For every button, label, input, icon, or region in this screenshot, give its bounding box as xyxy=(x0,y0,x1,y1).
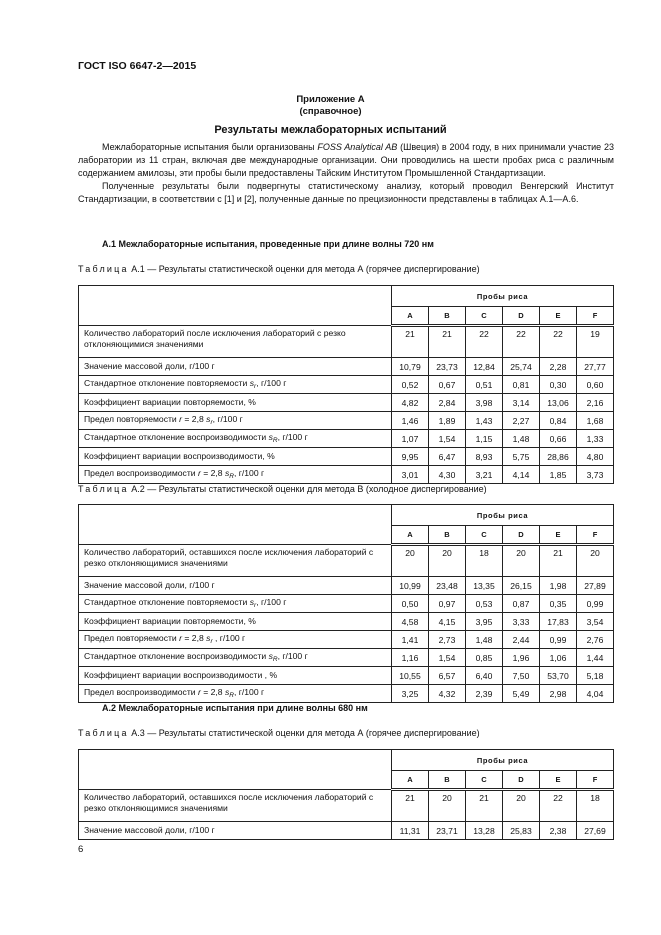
value-cell-a: 1,07 xyxy=(392,430,429,448)
value-cell-b: 21 xyxy=(429,326,466,358)
organization-name: FOSS Analytical AB xyxy=(317,142,398,152)
value-cell-b: 2,73 xyxy=(429,631,466,649)
value-cell-b: 23,48 xyxy=(429,577,466,595)
value-cell-b: 6,47 xyxy=(429,448,466,466)
value-cell-d: 22 xyxy=(503,326,540,358)
value-cell-e: 22 xyxy=(540,790,577,822)
value-cell-e: 2,38 xyxy=(540,822,577,840)
column-header-c: C xyxy=(466,526,503,545)
value-cell-b: 4,15 xyxy=(429,613,466,631)
annex-subtitle: (справочное) xyxy=(299,106,362,117)
value-cell-a: 10,79 xyxy=(392,358,429,376)
value-cell-f: 27,89 xyxy=(577,577,614,595)
value-cell-d: 3,14 xyxy=(503,394,540,412)
value-cell-b: 1,54 xyxy=(429,649,466,667)
value-cell-d: 26,15 xyxy=(503,577,540,595)
annex-title: Приложение А xyxy=(296,94,365,105)
symbol: s xyxy=(249,596,255,607)
value-cell-a: 1,41 xyxy=(392,631,429,649)
value-cell-d: 1,96 xyxy=(503,649,540,667)
value-cell-b: 20 xyxy=(429,545,466,577)
row-label: Предел повторяемости r = 2,8 $s_r$ , г/100 г xyxy=(79,631,392,649)
subsection-title-a2: А.2 Межлабораторные испытания при длине волны 680 нм xyxy=(102,703,368,713)
value-cell-d: 0,87 xyxy=(503,595,540,613)
row-label: Значение массовой доли, г/100 г xyxy=(79,822,392,840)
intro-text xyxy=(78,141,614,206)
table-row xyxy=(79,667,614,685)
symbol: s xyxy=(268,650,273,661)
table-row xyxy=(79,394,614,412)
results-table-a2 xyxy=(78,504,614,703)
value-cell-e: 2,98 xyxy=(540,685,577,703)
value-cell-f: 1,44 xyxy=(577,649,614,667)
value-cell-d: 5,75 xyxy=(503,448,540,466)
column-header-b: B xyxy=(429,771,466,790)
value-cell-d: 2,44 xyxy=(503,631,540,649)
symbol: r xyxy=(197,467,201,478)
table-row xyxy=(79,649,614,667)
value-cell-b: 1,54 xyxy=(429,430,466,448)
column-header-f: F xyxy=(577,526,614,545)
document-code: ГОСТ ISO 6647-2—2015 xyxy=(78,60,197,72)
value-cell-b: 6,57 xyxy=(429,667,466,685)
symbol-subscript: r xyxy=(254,382,257,390)
value-cell-c: 18 xyxy=(466,545,503,577)
value-cell-c: 6,40 xyxy=(466,667,503,685)
table-caption-a3: Таблица А.3 — Результаты статистической оценки для метода А (горячее диспергирование) xyxy=(78,728,480,738)
value-cell-a: 1,16 xyxy=(392,649,429,667)
value-cell-f: 0,60 xyxy=(577,376,614,394)
value-cell-e: 1,06 xyxy=(540,649,577,667)
value-cell-d: 4,14 xyxy=(503,466,540,484)
symbol-subscript: R xyxy=(229,472,234,480)
value-cell-a: 20 xyxy=(392,545,429,577)
value-cell-d: 2,27 xyxy=(503,412,540,430)
row-label: Предел воспроизводимости r = 2,8 $s_R$, г/100 г xyxy=(79,685,392,703)
column-header-c: C xyxy=(466,771,503,790)
row-label: Коэффициент вариации воспроизводимости, % xyxy=(79,448,392,466)
value-cell-b: 23,71 xyxy=(429,822,466,840)
header-blank-cell xyxy=(79,286,392,326)
value-cell-f: 4,80 xyxy=(577,448,614,466)
value-cell-e: 0,66 xyxy=(540,430,577,448)
row-label: Значение массовой доли, г/100 г xyxy=(79,577,392,595)
table-row xyxy=(79,430,614,448)
table-row xyxy=(79,685,614,703)
value-cell-c: 21 xyxy=(466,790,503,822)
column-header-e: E xyxy=(540,526,577,545)
value-cell-e: 0,30 xyxy=(540,376,577,394)
header-row-group xyxy=(79,286,614,307)
row-label: Стандартное отклонение повторяемости $s_r$, г/100 г xyxy=(79,595,392,613)
value-cell-b: 2,84 xyxy=(429,394,466,412)
subsection-title-a1: А.1 Межлабораторные испытания, проведенные при длине волны 720 нм xyxy=(102,239,434,249)
value-cell-e: 21 xyxy=(540,545,577,577)
value-cell-a: 9,95 xyxy=(392,448,429,466)
header-row-group xyxy=(79,505,614,526)
table-row xyxy=(79,631,614,649)
value-cell-c: 0,85 xyxy=(466,649,503,667)
column-group-header: Пробы риса xyxy=(392,750,614,771)
symbol: s xyxy=(206,632,211,643)
value-cell-a: 21 xyxy=(392,326,429,358)
annex-section-title: Результаты межлабораторных испытаний xyxy=(214,124,447,136)
value-cell-d: 5,49 xyxy=(503,685,540,703)
value-cell-d: 20 xyxy=(503,545,540,577)
value-cell-b: 4,32 xyxy=(429,685,466,703)
symbol-subscript: r xyxy=(210,418,213,426)
value-cell-c: 13,35 xyxy=(466,577,503,595)
value-cell-c: 1,15 xyxy=(466,430,503,448)
value-cell-f: 2,76 xyxy=(577,631,614,649)
row-label: Коэффициент вариации повторяемости, % xyxy=(79,613,392,631)
row-label: Стандартное отклонение повторяемости $s_r$, г/100 г xyxy=(79,376,392,394)
value-cell-d: 1,48 xyxy=(503,430,540,448)
value-cell-a: 0,50 xyxy=(392,595,429,613)
table-row xyxy=(79,466,614,484)
symbol: r xyxy=(197,686,201,697)
row-label: Коэффициент вариации воспроизводимости , % xyxy=(79,667,392,685)
value-cell-d: 7,50 xyxy=(503,667,540,685)
symbol-subscript: R xyxy=(272,436,278,444)
value-cell-e: 0,99 xyxy=(540,631,577,649)
value-cell-e: 28,86 xyxy=(540,448,577,466)
table-row xyxy=(79,326,614,358)
value-cell-f: 27,69 xyxy=(577,822,614,840)
symbol: s xyxy=(268,431,273,442)
column-header-d: D xyxy=(503,526,540,545)
value-cell-f: 1,33 xyxy=(577,430,614,448)
symbol-subscript: R xyxy=(229,691,234,699)
table-caption-a1: Таблица А.1 — Результаты статистической оценки для метода А (горячее диспергирование) xyxy=(78,264,480,274)
column-header-a: A xyxy=(392,307,429,326)
table-row xyxy=(79,545,614,577)
row-label: Количество лабораторий, оставшихся после исключения лабораторий с резко отклоняющимися значениями xyxy=(79,545,392,577)
value-cell-c: 2,39 xyxy=(466,685,503,703)
row-label: Значение массовой доли, г/100 г xyxy=(79,358,392,376)
value-cell-c: 3,21 xyxy=(466,466,503,484)
column-header-c: C xyxy=(466,307,503,326)
value-cell-a: 10,99 xyxy=(392,577,429,595)
value-cell-b: 20 xyxy=(429,790,466,822)
value-cell-b: 23,73 xyxy=(429,358,466,376)
column-header-b: B xyxy=(429,526,466,545)
header-row-group xyxy=(79,750,614,771)
header-blank-cell xyxy=(79,505,392,545)
value-cell-c: 13,28 xyxy=(466,822,503,840)
results-table-a3 xyxy=(78,749,614,840)
value-cell-c: 0,53 xyxy=(466,595,503,613)
symbol: s xyxy=(206,413,211,424)
value-cell-a: 10,55 xyxy=(392,667,429,685)
value-cell-d: 20 xyxy=(503,790,540,822)
value-cell-a: 3,01 xyxy=(392,466,429,484)
value-cell-e: 2,28 xyxy=(540,358,577,376)
value-cell-e: 1,98 xyxy=(540,577,577,595)
column-header-a: A xyxy=(392,526,429,545)
value-cell-e: 0,84 xyxy=(540,412,577,430)
value-cell-d: 25,74 xyxy=(503,358,540,376)
table-row xyxy=(79,412,614,430)
value-cell-f: 4,04 xyxy=(577,685,614,703)
value-cell-c: 3,95 xyxy=(466,613,503,631)
value-cell-e: 17,83 xyxy=(540,613,577,631)
value-cell-c: 0,51 xyxy=(466,376,503,394)
table-row xyxy=(79,358,614,376)
value-cell-f: 3,73 xyxy=(577,466,614,484)
value-cell-e: 13,06 xyxy=(540,394,577,412)
value-cell-a: 3,25 xyxy=(392,685,429,703)
symbol-subscript: r xyxy=(254,601,257,609)
value-cell-d: 0,81 xyxy=(503,376,540,394)
column-header-d: D xyxy=(503,307,540,326)
table-row xyxy=(79,613,614,631)
table-row xyxy=(79,577,614,595)
value-cell-f: 0,99 xyxy=(577,595,614,613)
value-cell-f: 20 xyxy=(577,545,614,577)
value-cell-f: 19 xyxy=(577,326,614,358)
symbol-subscript: R xyxy=(272,655,278,663)
value-cell-c: 22 xyxy=(466,326,503,358)
symbol-subscript: r xyxy=(210,637,213,645)
value-cell-e: 1,85 xyxy=(540,466,577,484)
table-caption-a2: Таблица А.2 — Результаты статистической оценки для метода В (холодное диспергирование) xyxy=(78,484,487,494)
table-row xyxy=(79,790,614,822)
column-header-e: E xyxy=(540,771,577,790)
value-cell-c: 1,43 xyxy=(466,412,503,430)
column-header-a: A xyxy=(392,771,429,790)
row-label: Стандартное отклонение воспроизводимости $s_R$, г/100 г xyxy=(79,649,392,667)
value-cell-d: 25,83 xyxy=(503,822,540,840)
table-row xyxy=(79,595,614,613)
value-cell-f: 5,18 xyxy=(577,667,614,685)
results-table-a1 xyxy=(78,285,614,484)
column-group-header: Пробы риса xyxy=(392,505,614,526)
value-cell-d: 3,33 xyxy=(503,613,540,631)
row-label: Количество лабораторий после исключения лабораторий с резко отклоняющимися значениями xyxy=(79,326,392,358)
row-label: Количество лабораторий, оставшихся после исключения лабораторий с резко отклоняющимися значениями xyxy=(79,790,392,822)
symbol: r xyxy=(179,632,182,643)
symbol: s xyxy=(224,686,230,697)
row-label: Предел воспроизводимости r = 2,8 $s_R$, г/100 г xyxy=(79,466,392,484)
value-cell-c: 8,93 xyxy=(466,448,503,466)
value-cell-a: 11,31 xyxy=(392,822,429,840)
value-cell-b: 1,89 xyxy=(429,412,466,430)
value-cell-f: 3,54 xyxy=(577,613,614,631)
value-cell-f: 18 xyxy=(577,790,614,822)
value-cell-a: 4,58 xyxy=(392,613,429,631)
value-cell-e: 22 xyxy=(540,326,577,358)
page-number: 6 xyxy=(78,844,84,855)
value-cell-e: 0,35 xyxy=(540,595,577,613)
column-header-b: B xyxy=(429,307,466,326)
row-label: Коэффициент вариации повторяемости, % xyxy=(79,394,392,412)
column-header-f: F xyxy=(577,307,614,326)
value-cell-a: 1,46 xyxy=(392,412,429,430)
value-cell-a: 21 xyxy=(392,790,429,822)
annex-heading xyxy=(0,94,661,118)
value-cell-c: 1,48 xyxy=(466,631,503,649)
symbol: s xyxy=(249,377,255,388)
value-cell-f: 1,68 xyxy=(577,412,614,430)
symbol: r xyxy=(179,413,182,424)
value-cell-a: 4,82 xyxy=(392,394,429,412)
table-row xyxy=(79,448,614,466)
value-cell-f: 27,77 xyxy=(577,358,614,376)
header-blank-cell xyxy=(79,750,392,790)
column-group-header: Пробы риса xyxy=(392,286,614,307)
value-cell-b: 4,30 xyxy=(429,466,466,484)
symbol: s xyxy=(224,467,230,478)
value-cell-b: 0,97 xyxy=(429,595,466,613)
column-header-d: D xyxy=(503,771,540,790)
value-cell-a: 0,52 xyxy=(392,376,429,394)
table-row xyxy=(79,822,614,840)
value-cell-c: 12,84 xyxy=(466,358,503,376)
intro-paragraph-2: Полученные результаты были подвергнуты статистическому анализу, который проводил Венгерский Институт Стандартизации, в соответствии с [1] и [2], полученные данные по прецизионности представлены в таблицах А.1—А.6. xyxy=(78,181,614,204)
table-row xyxy=(79,376,614,394)
row-label: Стандартное отклонение воспроизводимости $s_R$, г/100 г xyxy=(79,430,392,448)
column-header-f: F xyxy=(577,771,614,790)
value-cell-b: 0,67 xyxy=(429,376,466,394)
value-cell-e: 53,70 xyxy=(540,667,577,685)
row-label: Предел повторяемости r = 2,8 $s_r$, г/100 г xyxy=(79,412,392,430)
value-cell-c: 3,98 xyxy=(466,394,503,412)
intro-paragraph-1: Межлабораторные испытания были организованы FOSS Analytical AB (Швеция) в 2004 году, в них принимали участие 23 лаборатории из 11 стран, включая две международные организации. Они проводились на шести пробах риса с различным содержанием амилозы, эти пробы были предоставлены Тайским Институтом Промышленной Стандартизации. xyxy=(78,142,614,178)
column-header-e: E xyxy=(540,307,577,326)
value-cell-f: 2,16 xyxy=(577,394,614,412)
